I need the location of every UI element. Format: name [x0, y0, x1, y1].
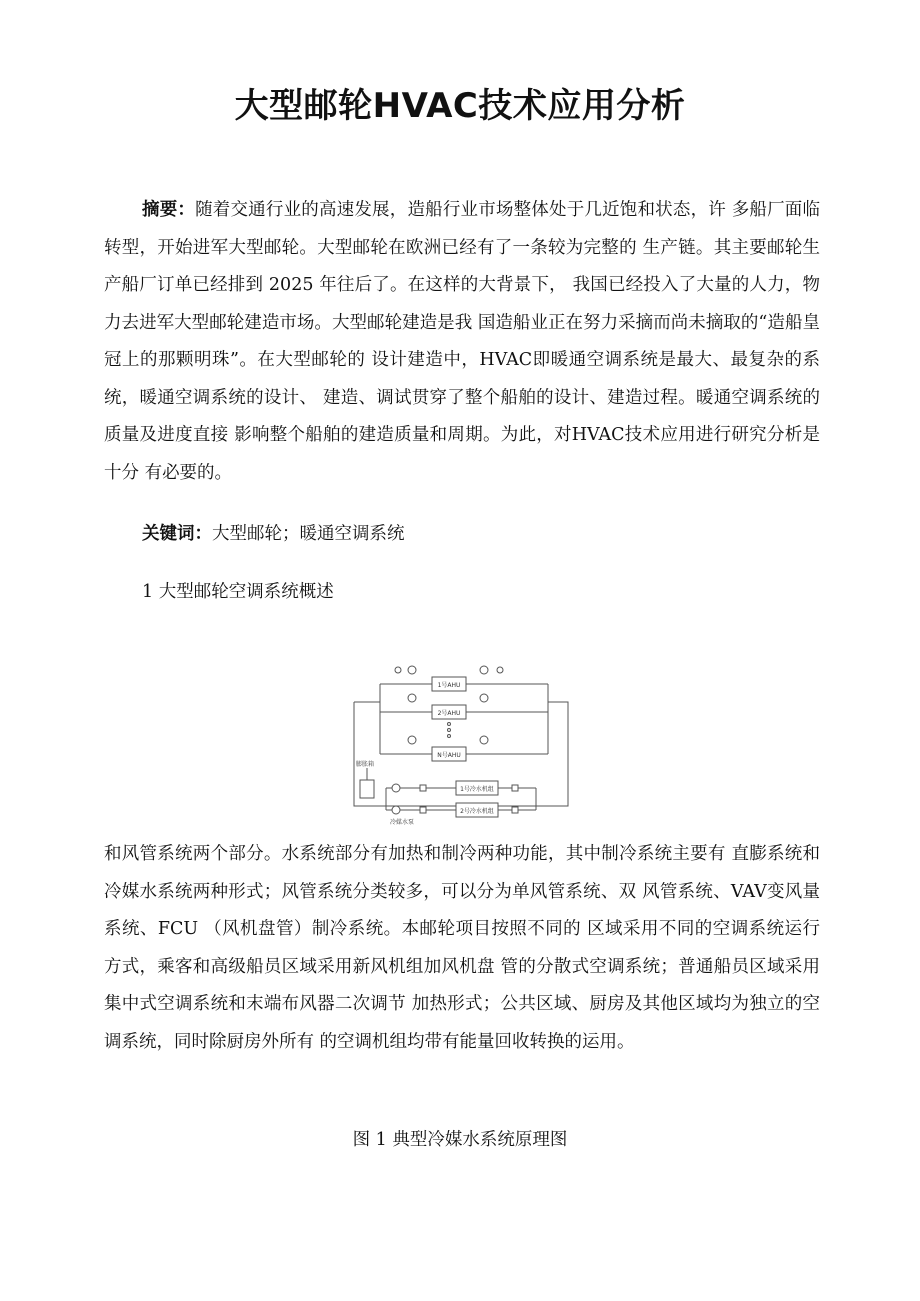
chiller1-label: 1号冷水机组 [460, 786, 494, 793]
section-heading: 1 大型邮轮空调系统概述 [142, 582, 334, 602]
valve-icon [420, 785, 426, 791]
ellipsis-dot [448, 735, 451, 738]
valve-icon [480, 694, 488, 702]
figure-caption: 图 1 典型冷媒水系统原理图 [352, 1130, 568, 1150]
body-paragraph: 和风管系统两个部分。水系统部分有加热和制冷两种功能，其中制冷系统主要有 直膨系统和冷媒水系统两种形式；风管系统分类较多，可以分为单风管系统、双 风管系统、VAV变风量系统、FCU （风机盘管）制冷系统。本邮轮项目按照不同的 区域采用不同的空调系统运行方式，乘客和高级船员区域采用新风机组加风机盘 管的分散式空调系统；普通船员区域采用集中式空调系统和末端布风器二次调节 加热形式；公共区域、厨房及其他区域均为独立的空调系统，同时除厨房外所有 的空调机组均带有能量回收转换的运用。 [104, 844, 820, 1052]
abstract-paragraph [104, 192, 820, 492]
valve-icon [408, 694, 416, 702]
expansion-tank-box [360, 780, 374, 798]
ellipsis-dot [448, 723, 451, 726]
chiller2-label: 2号冷水机组 [460, 808, 494, 815]
pump-label: 冷媒水泵 [390, 819, 415, 826]
abstract-label: 摘要： [142, 200, 196, 220]
ellipsis-dot [448, 729, 451, 732]
valve-icon [395, 667, 401, 673]
ahu1-label: 1号AHU [437, 682, 461, 689]
expansion-tank-label: 膨胀箱 [356, 761, 375, 768]
ahu2-label: 2号AHU [437, 710, 461, 717]
valve-icon [480, 666, 488, 674]
chilled-water-system-diagram [350, 660, 572, 830]
valve-icon [512, 807, 518, 813]
abstract-text: 随着交通行业的高速发展，造船行业市场整体处于几近饱和状态，许 多船厂面临转型，开始进军大型邮轮。大型邮轮在欧洲已经有了一条较为完整的 生产链。其主要邮轮生产船厂订单已经排到 2025 年往后了。在这样的大背景下， 我国已经投入了大量的人力，物力去进军大型邮轮建造市场。大型邮轮建造是我 国造船业正在努力采摘而尚未摘取的“造船皇冠上的那颗明珠”。在大型邮轮的 设计建造中，HVAC即暖通空调系统是最大、最复杂的系统，暖通空调系统的设计、 建造、调试贯穿了整个船舶的设计、建造过程。暖通空调系统的质量及进度直接 影响整个船舶的建造质量和周期。为此，对HVAC技术应用进行研究分析是十分 有必要的。 [104, 200, 821, 483]
valve-icon [408, 666, 416, 674]
paper-title: 大型邮轮HVAC技术应用分析 [234, 86, 686, 126]
valve-icon [480, 736, 488, 744]
valve-icon [408, 736, 416, 744]
keywords-text: 大型邮轮；暖通空调系统 [212, 524, 405, 544]
keywords-label: 关键词： [142, 524, 212, 544]
ahuN-label: N号AHU [437, 752, 461, 759]
valve-icon [420, 807, 426, 813]
pump-icon [392, 806, 400, 814]
keywords-line [142, 516, 822, 554]
valve-icon [512, 785, 518, 791]
pump-icon [392, 784, 400, 792]
valve-icon [497, 667, 503, 673]
